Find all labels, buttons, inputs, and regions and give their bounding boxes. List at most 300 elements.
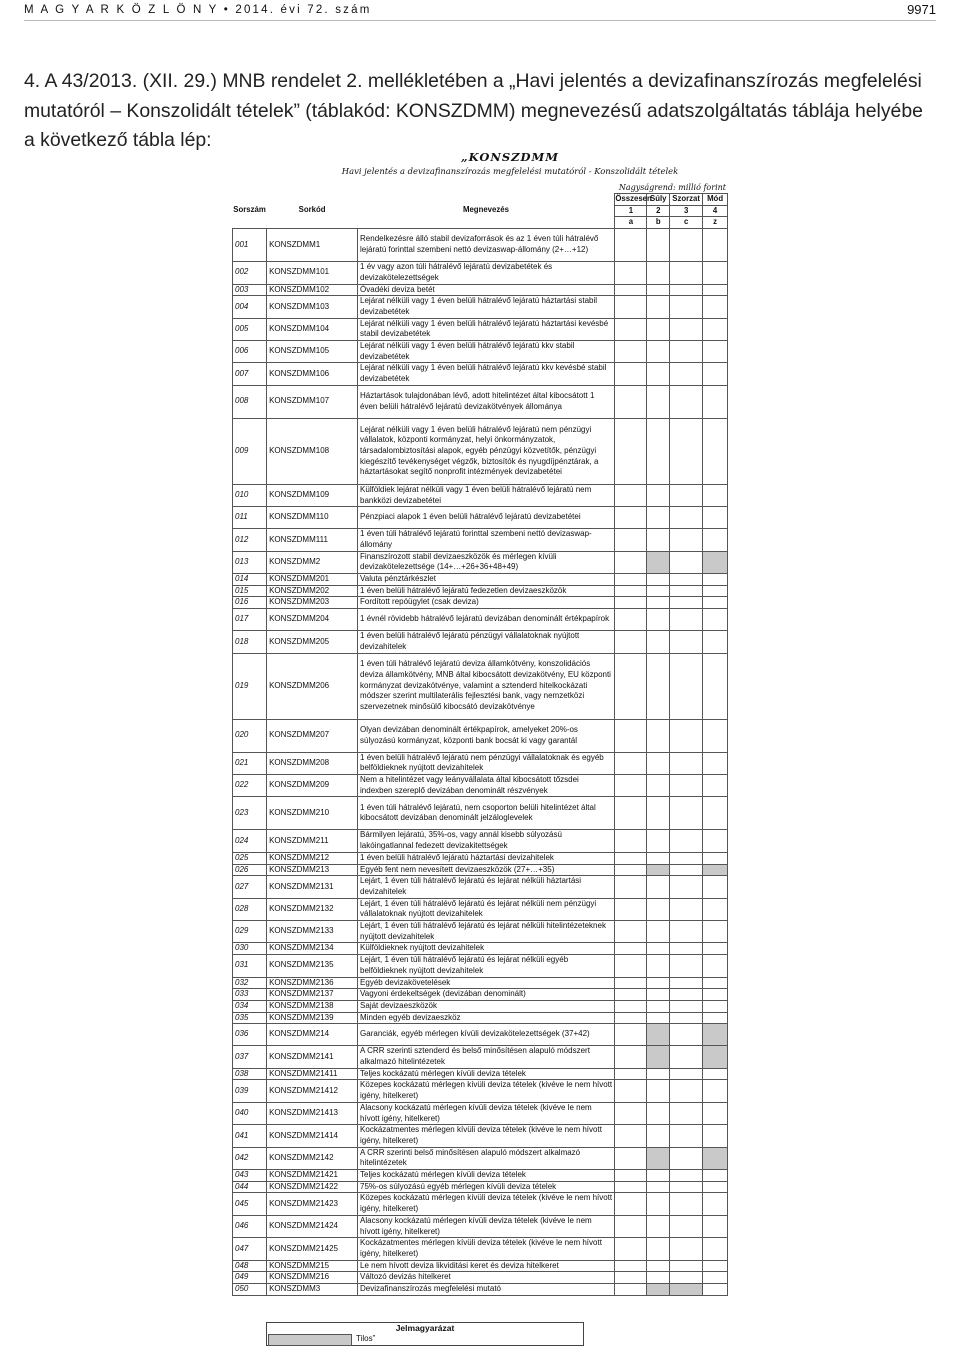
value-cell[interactable] [647,830,670,852]
table-row [233,1000,728,1012]
value-cell[interactable] [647,921,670,943]
row-number: 040 [233,1102,267,1124]
row-code: KONSZDMM21424 [267,1215,358,1237]
value-cell[interactable] [647,1260,670,1272]
value-cell[interactable] [703,1068,728,1080]
value-cell[interactable] [647,977,670,989]
value-cell[interactable] [615,1024,647,1046]
value-cell[interactable] [647,363,670,385]
value-cell[interactable] [670,989,703,1001]
value-cell[interactable] [703,597,728,609]
row-name: Külföldieknek nyújtott devizahitelek [358,943,615,955]
value-cell[interactable] [670,585,703,597]
value-cell[interactable] [670,551,703,573]
value-cell[interactable] [670,484,703,506]
value-cell[interactable] [670,943,703,955]
value-cell[interactable] [647,852,670,864]
value-cell[interactable] [703,296,728,318]
value-cell[interactable] [647,507,670,529]
value-cell[interactable] [703,852,728,864]
value-cell[interactable] [647,1080,670,1102]
value-cell[interactable] [647,341,670,363]
value-cell[interactable] [615,852,647,864]
value-cell[interactable] [670,1125,703,1147]
value-cell[interactable] [703,1193,728,1215]
value-cell[interactable] [670,1260,703,1272]
value-cell[interactable] [703,609,728,631]
value-cell[interactable] [670,631,703,653]
value-cell[interactable] [647,1193,670,1215]
value-cell[interactable] [615,830,647,852]
row-name: Lejárt, 1 éven túli hátralévő lejáratú és lejárat nélküli nem pénzügyi vállalatoknak nyújtott devizahitelek [358,898,615,920]
value-cell[interactable] [703,1272,728,1284]
value-cell[interactable] [615,1272,647,1284]
col-header-megnevezes: Megnevezés [462,205,509,215]
value-cell[interactable] [615,418,647,484]
value-cell[interactable] [703,507,728,529]
row-number: 037 [233,1046,267,1068]
row-number: 047 [233,1238,267,1260]
value-cell[interactable] [703,318,728,340]
value-cell[interactable] [647,955,670,977]
table-row [233,484,728,506]
value-cell[interactable] [615,864,647,876]
legend-grey-swatch [268,1334,352,1346]
value-cell[interactable] [670,797,703,830]
value-cell[interactable] [615,229,647,262]
value-cell[interactable] [670,507,703,529]
col-letter: a [615,217,647,229]
value-cell[interactable] [703,955,728,977]
value-cell[interactable] [615,1260,647,1272]
value-cell[interactable] [647,752,670,774]
value-cell[interactable] [703,1284,728,1296]
value-cell[interactable] [615,385,647,418]
table-row [233,551,728,573]
value-cell[interactable] [670,719,703,752]
value-cell[interactable] [670,1068,703,1080]
row-number: 041 [233,1125,267,1147]
row-number: 019 [233,653,267,719]
value-cell[interactable] [670,1272,703,1284]
table-row [233,229,728,262]
value-cell[interactable] [615,1000,647,1012]
value-cell[interactable] [615,609,647,631]
value-cell[interactable] [703,418,728,484]
value-cell[interactable] [703,1012,728,1024]
value-cell[interactable] [703,1260,728,1272]
row-name: Fordított repóügylet (csak deviza) [358,597,615,609]
value-cell[interactable] [670,921,703,943]
row-number: 039 [233,1080,267,1102]
value-cell[interactable] [670,977,703,989]
value-cell[interactable] [703,719,728,752]
value-cell[interactable] [670,262,703,284]
row-number: 023 [233,797,267,830]
value-cell[interactable] [703,229,728,262]
table-row [233,363,728,385]
value-cell[interactable] [647,1068,670,1080]
row-name: Egyéb fent nem nevesített devizaeszközök (27+…+35) [358,864,615,876]
value-cell[interactable] [647,529,670,551]
col-header-szorzat: Szorzat [670,194,703,206]
row-code: KONSZDMM102 [267,284,358,296]
value-cell[interactable] [647,797,670,830]
value-cell[interactable] [615,653,647,719]
value-cell[interactable] [703,1125,728,1147]
value-cell[interactable] [615,989,647,1001]
value-cell[interactable] [615,1284,647,1296]
table-row [233,955,728,977]
value-cell[interactable] [703,284,728,296]
value-cell[interactable] [703,989,728,1001]
table-row [233,585,728,597]
value-cell[interactable] [647,597,670,609]
row-number: 049 [233,1272,267,1284]
value-cell[interactable] [703,484,728,506]
row-number: 048 [233,1260,267,1272]
value-cell[interactable] [615,1068,647,1080]
value-cell[interactable] [703,977,728,989]
table-row [233,418,728,484]
col-number: 2 [647,205,670,217]
value-cell[interactable] [615,284,647,296]
value-cell[interactable] [615,1125,647,1147]
value-cell[interactable] [647,609,670,631]
row-name: Teljes kockázatú mérlegen kívüli deviza tételek [358,1170,615,1182]
row-number: 036 [233,1024,267,1046]
value-cell[interactable] [670,597,703,609]
value-cell[interactable] [615,318,647,340]
row-code: KONSZDMM110 [267,507,358,529]
value-cell[interactable] [703,797,728,830]
legend-box [266,1322,584,1346]
value-cell[interactable] [615,1193,647,1215]
row-name: A CRR szerinti sztenderd és belső minősítésen alapuló módszert alkalmazó hitelintézetek [358,1046,615,1068]
value-cell[interactable] [703,574,728,586]
row-name: Lejárat nélküli vagy 1 éven belüli hátralévő lejáratú kkv kevésbé stabil devizabetétek [358,363,615,385]
row-code: KONSZDMM21411 [267,1068,358,1080]
row-code: KONSZDMM201 [267,574,358,586]
value-cell[interactable] [615,977,647,989]
table-row [233,719,728,752]
row-name: 75%-os súlyozású egyéb mérlegen kívüli deviza tételek [358,1181,615,1193]
value-cell[interactable] [615,1181,647,1193]
row-name: Egyéb devizakövetelések [358,977,615,989]
value-cell[interactable] [647,876,670,898]
value-cell[interactable] [615,1080,647,1102]
row-number: 024 [233,830,267,852]
value-cell-forbidden [703,1024,728,1046]
value-cell[interactable] [703,1000,728,1012]
value-cell[interactable] [670,229,703,262]
col-letter: b [647,217,670,229]
row-code: KONSZDMM2133 [267,921,358,943]
value-cell[interactable] [670,574,703,586]
row-code: KONSZDMM108 [267,418,358,484]
table-row [233,1215,728,1237]
value-cell[interactable] [647,1102,670,1124]
value-cell[interactable] [615,1170,647,1182]
value-cell-forbidden [703,1147,728,1169]
value-cell[interactable] [703,1181,728,1193]
value-cell[interactable] [647,574,670,586]
value-cell[interactable] [703,363,728,385]
value-cell[interactable] [670,609,703,631]
table-row [233,507,728,529]
value-cell[interactable] [647,1000,670,1012]
value-cell[interactable] [615,585,647,597]
row-code: KONSZDMM2137 [267,989,358,1001]
value-cell-forbidden [647,1024,670,1046]
row-name: Saját devizaeszközök [358,1000,615,1012]
value-cell[interactable] [615,1102,647,1124]
row-name: Lejárat nélküli vagy 1 éven belüli hátralévő lejáratú háztartási kevésbé stabil devizabetétek [358,318,615,340]
value-cell[interactable] [615,1147,647,1169]
row-code: KONSZDMM208 [267,752,358,774]
value-cell[interactable] [703,1102,728,1124]
value-cell[interactable] [615,1012,647,1024]
table-row [233,943,728,955]
row-name: Nem a hitelintézet vagy leányvállalata által kibocsátott tőzsdei indexben szereplő devizában denominált részvények [358,774,615,796]
unit-note: Nagyságrend: millió forint [618,183,726,192]
value-cell[interactable] [670,1012,703,1024]
value-cell[interactable] [670,318,703,340]
value-cell[interactable] [647,318,670,340]
table-row [233,797,728,830]
row-number: 044 [233,1181,267,1193]
value-cell[interactable] [670,1147,703,1169]
value-cell[interactable] [670,955,703,977]
value-cell[interactable] [647,262,670,284]
row-name: Finanszírozott stabil devizaeszközök és mérlegen kívüli devizakötelezettsége (14+…+26+36+48+49) [358,551,615,573]
row-name: Óvadéki deviza betét [358,284,615,296]
value-cell[interactable] [647,943,670,955]
value-cell[interactable] [615,955,647,977]
table-row [233,1147,728,1169]
row-code: KONSZDMM21421 [267,1170,358,1182]
row-number: 030 [233,943,267,955]
row-name: Alacsony kockázatú mérlegen kívüli deviza tételek (kivéve le nem hívott igény, hitelkeret) [358,1102,615,1124]
row-name: Változó devizás hitelkeret [358,1272,615,1284]
value-cell[interactable] [647,1238,670,1260]
value-cell[interactable] [615,797,647,830]
value-cell[interactable] [647,774,670,796]
table-row [233,653,728,719]
row-code: KONSZDMM210 [267,797,358,830]
value-cell[interactable] [647,585,670,597]
row-number: 031 [233,955,267,977]
row-code: KONSZDMM2136 [267,977,358,989]
value-cell[interactable] [703,898,728,920]
value-cell[interactable] [615,363,647,385]
row-name: 1 éven túli hátralévő lejáratú, nem csoporton belüli hitelintézet által kibocsátott devizában denominált jelzáloglevelek [358,797,615,830]
row-number: 010 [233,484,267,506]
value-cell[interactable] [615,1046,647,1068]
value-cell[interactable] [615,484,647,506]
table-row [233,774,728,796]
value-cell[interactable] [615,921,647,943]
row-number: 022 [233,774,267,796]
value-cell[interactable] [615,262,647,284]
value-cell[interactable] [670,1102,703,1124]
table-row [233,318,728,340]
value-cell[interactable] [647,296,670,318]
table-row [233,1080,728,1102]
value-cell[interactable] [670,363,703,385]
value-cell[interactable] [670,898,703,920]
row-code: KONSZDMM2135 [267,955,358,977]
value-cell[interactable] [670,852,703,864]
value-cell[interactable] [670,774,703,796]
value-cell[interactable] [670,1170,703,1182]
value-cell[interactable] [615,296,647,318]
value-cell[interactable] [703,1215,728,1237]
value-cell[interactable] [615,529,647,551]
value-cell[interactable] [670,296,703,318]
value-cell[interactable] [670,1215,703,1237]
value-cell[interactable] [615,898,647,920]
value-cell[interactable] [670,830,703,852]
value-cell[interactable] [647,1215,670,1237]
row-code: KONSZDMM21412 [267,1080,358,1102]
value-cell[interactable] [615,574,647,586]
value-cell[interactable] [647,631,670,653]
value-cell[interactable] [670,876,703,898]
value-cell[interactable] [647,284,670,296]
value-cell[interactable] [615,1238,647,1260]
value-cell[interactable] [670,864,703,876]
row-code: KONSZDMM2132 [267,898,358,920]
value-cell[interactable] [670,1000,703,1012]
value-cell[interactable] [703,341,728,363]
value-cell[interactable] [647,989,670,1001]
row-number: 045 [233,1193,267,1215]
row-number: 046 [233,1215,267,1237]
table-row [233,341,728,363]
value-cell[interactable] [647,653,670,719]
value-cell[interactable] [703,921,728,943]
value-cell[interactable] [647,898,670,920]
row-name: Lejárat nélküli vagy 1 éven belüli hátralévő lejáratú nem pénzügyi vállalatok, központi kormányzat, helyi önkormányzatok, társadalombiztosítási alapok, egyéb pénzügyi közvetítők, pénzügyi kiegészítő tevékenységet végzők, biztosítók és nyugdíjpénztárak, a háztartásokat segítő nonprofit intézmények devizabetétei [358,418,615,484]
value-cell[interactable] [703,385,728,418]
value-cell[interactable] [670,529,703,551]
value-cell[interactable] [670,1181,703,1193]
value-cell[interactable] [703,262,728,284]
value-cell[interactable] [615,943,647,955]
row-code: KONSZDMM21422 [267,1181,358,1193]
value-cell[interactable] [670,1238,703,1260]
value-cell[interactable] [615,507,647,529]
value-cell[interactable] [670,1193,703,1215]
row-name: Külföldiek lejárat nélküli vagy 1 éven belüli hátralévő lejáratú nem bankközi devizabetétei [358,484,615,506]
page-number: 9971 [907,2,936,17]
value-cell[interactable] [647,484,670,506]
table-row [233,609,728,631]
row-code: KONSZDMM2141 [267,1046,358,1068]
value-cell[interactable] [647,1012,670,1024]
value-cell[interactable] [703,1080,728,1102]
value-cell[interactable] [647,1170,670,1182]
value-cell[interactable] [670,284,703,296]
row-code: KONSZDMM3 [267,1284,358,1296]
row-name: Közepes kockázatú mérlegen kívüli deviza tételek (kivéve le nem hívott igény, hitelkeret) [358,1193,615,1215]
row-name: Bármilyen lejáratú, 35%-os, vagy annál kisebb súlyozású lakóingatlannal fedezett devizakitettségek [358,830,615,852]
row-name: Le nem hívott deviza likviditási keret és deviza hitelkeret [358,1260,615,1272]
value-cell[interactable] [647,385,670,418]
value-cell[interactable] [703,1170,728,1182]
value-cell[interactable] [615,774,647,796]
value-cell[interactable] [615,876,647,898]
value-cell[interactable] [703,1238,728,1260]
row-code: KONSZDMM214 [267,1024,358,1046]
table-title: Havi jelentés a devizafinanszírozás megfelelési mutatóról - Konszolidált tételek [341,166,679,176]
row-number: 018 [233,631,267,653]
row-number: 006 [233,341,267,363]
value-cell[interactable] [670,653,703,719]
value-cell[interactable] [703,653,728,719]
value-cell[interactable] [670,752,703,774]
value-cell[interactable] [615,597,647,609]
row-number: 014 [233,574,267,586]
value-cell[interactable] [703,943,728,955]
value-cell-forbidden [647,551,670,573]
value-cell[interactable] [703,631,728,653]
col-letter: c [670,217,703,229]
value-cell[interactable] [647,719,670,752]
table-row [233,1193,728,1215]
value-cell[interactable] [647,1125,670,1147]
row-number: 050 [233,1284,267,1296]
row-code: KONSZDMM104 [267,318,358,340]
col-number: 1 [615,205,647,217]
value-cell[interactable] [703,774,728,796]
value-cell[interactable] [703,830,728,852]
value-cell[interactable] [670,385,703,418]
value-cell[interactable] [703,752,728,774]
value-cell[interactable] [670,341,703,363]
row-code: KONSZDMM106 [267,363,358,385]
value-cell[interactable] [670,1046,703,1068]
value-cell[interactable] [615,1215,647,1237]
row-number: 043 [233,1170,267,1182]
value-cell[interactable] [615,551,647,573]
row-code: KONSZDMM213 [267,864,358,876]
value-cell[interactable] [615,719,647,752]
value-cell[interactable] [647,1181,670,1193]
value-cell[interactable] [703,585,728,597]
value-cell[interactable] [703,876,728,898]
table-row [233,1102,728,1124]
value-cell[interactable] [703,529,728,551]
value-cell[interactable] [647,418,670,484]
value-cell[interactable] [670,1024,703,1046]
row-code: KONSZDMM103 [267,296,358,318]
value-cell[interactable] [615,341,647,363]
row-code: KONSZDMM215 [267,1260,358,1272]
value-cell[interactable] [615,631,647,653]
row-name: 1 éven túli hátralévő lejáratú deviza államkötvény, konszolidációs deviza államkötvény, MNB által kibocsátott devizakötvény, EU központi kormányzat devizakötvénye, valamint a sztenderd hitelkockázati módszer szerint multilaterális fejlesztési bank, vagy nemzetközi szervezetnek minősülő kibocsátó devizakötvénye [358,653,615,719]
row-code: KONSZDMM21413 [267,1102,358,1124]
value-cell[interactable] [647,229,670,262]
value-cell[interactable] [647,1272,670,1284]
value-cell[interactable] [615,752,647,774]
value-cell[interactable] [670,1080,703,1102]
row-code: KONSZDMM2138 [267,1000,358,1012]
value-cell[interactable] [670,418,703,484]
col-header-mod: Mód [703,194,728,206]
row-code: KONSZDMM2139 [267,1012,358,1024]
